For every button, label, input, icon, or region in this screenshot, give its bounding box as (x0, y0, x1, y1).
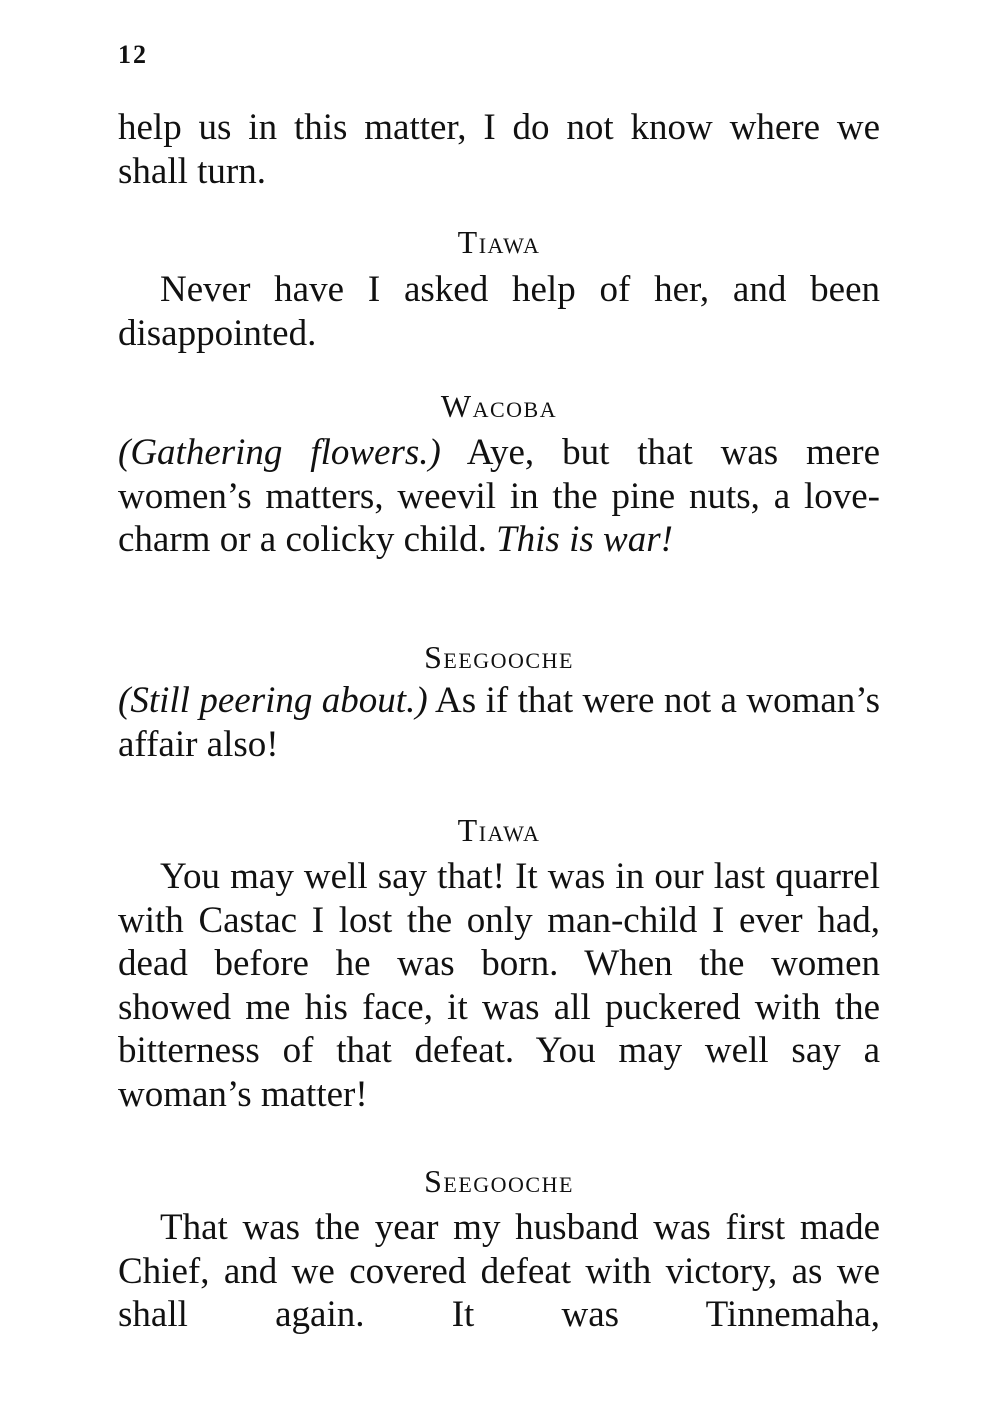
dialogue-text: As if that were not a woman’s affair also! (118, 680, 880, 765)
stage-direction: (Still peering about.) (118, 680, 428, 721)
dialogue-paragraph (118, 1206, 880, 1337)
dialogue-paragraph (118, 268, 880, 355)
paragraph-continuation (118, 106, 880, 193)
emphasized-text: This is war! (496, 519, 673, 560)
dialogue-text: Never have I asked help of her, and been disappointed. (118, 269, 880, 354)
dialogue-text: That was the year my husband was first made Chief, and we covered defeat with victory, as we shall again. It was Tinnemaha, (118, 1207, 880, 1335)
speaker-name: Seegooche (424, 1163, 574, 1199)
paragraph-text: help us in this matter, I do not know where we shall turn. (118, 107, 880, 192)
speaker-name: Tiawa (457, 224, 541, 260)
dialogue-paragraph (118, 679, 880, 766)
dialogue-paragraph (118, 431, 880, 562)
dialogue-text: You may well say that! It was in our last quarrel with Castac I lost the only man-child I ever had, dead before he was born. When the women showed me his face, it was all puckered with the bitterness of that defeat. You may well say a woman’s matter! (118, 856, 880, 1115)
speaker-name: Seegooche (424, 639, 574, 675)
page-number: 12 (118, 40, 148, 69)
speaker-name: Wacoba (440, 388, 558, 424)
dialogue-text: Aye, but that was mere women’s matters, weevil in the pine nuts, a love-charm or a colicky child. (118, 432, 880, 560)
dialogue-paragraph (118, 855, 880, 1116)
stage-direction: (Gathering flowers.) (118, 432, 441, 473)
speaker-name: Tiawa (457, 812, 541, 848)
